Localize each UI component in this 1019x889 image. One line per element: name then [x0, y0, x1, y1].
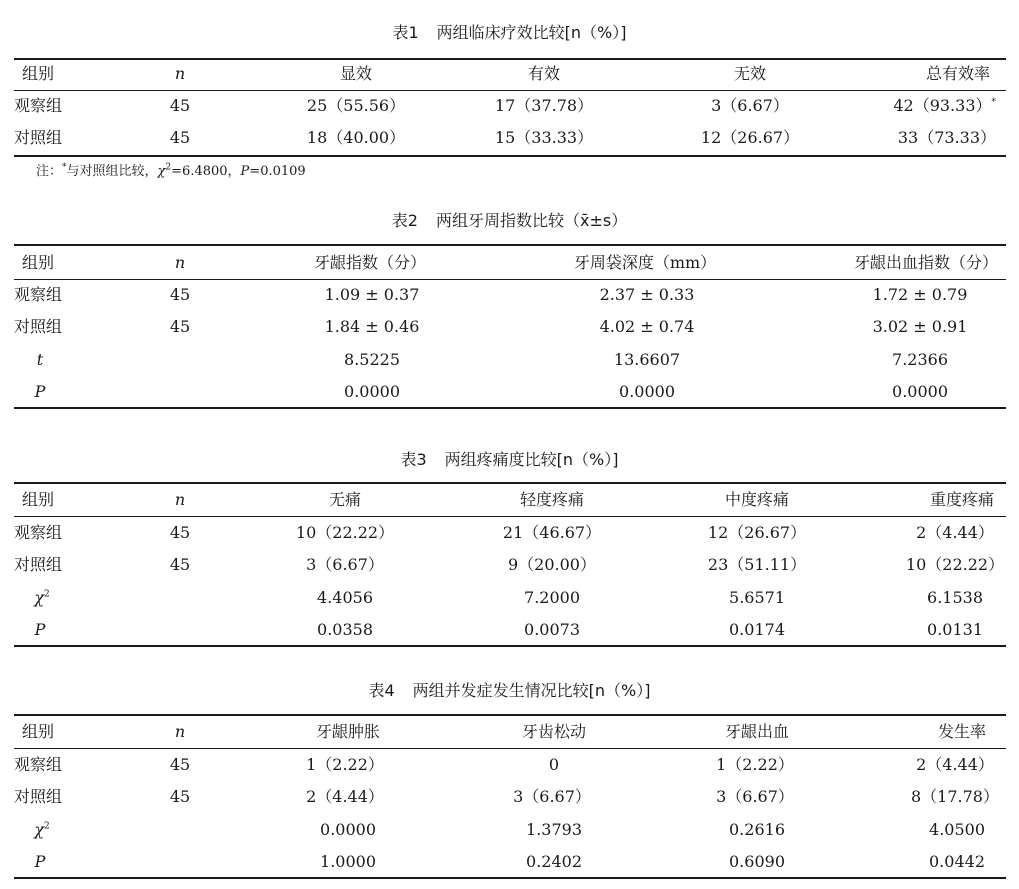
t1-r1-n: 45	[169, 96, 191, 115]
t4-p-label: P	[34, 852, 46, 871]
t3-header-moderate-pain: 中度疼痛	[724, 490, 790, 509]
t4-r2-gingival-swelling: 2（4.44）	[306, 787, 384, 806]
table4-bottom-rule	[14, 877, 1006, 879]
t1-r2-total-rate: 33（73.33）	[897, 128, 996, 147]
t2-p-label: P	[34, 382, 46, 401]
t2-r2-bleeding-index: 3.02 ± 0.91	[872, 317, 968, 336]
t2-r1-bleeding-index: 1.72 ± 0.79	[872, 285, 968, 304]
t2-p-pocket-depth: 0.0000	[619, 382, 675, 401]
t4-header-gingival-bleeding: 牙龈出血	[724, 722, 790, 741]
table3-bottom-rule	[14, 645, 1006, 647]
table1-footnote: 注：*与对照组比较，$\chi^2=6.4800$，P=0.0109	[36, 162, 306, 179]
t4-p-gingival-bleeding: 0.6090	[729, 852, 785, 871]
t3-p-no-pain: 0.0358	[317, 620, 373, 639]
t3-p-mild-pain: 0.0073	[524, 620, 580, 639]
table3-header-rule	[14, 516, 1006, 517]
t4-p-tooth-loosening: 0.2402	[526, 852, 582, 871]
t4-r1-tooth-loosening: 0	[548, 755, 560, 774]
t4-r1-gingival-swelling: 1（2.22）	[306, 755, 384, 774]
t3-header-n: n	[174, 490, 186, 509]
table3-title	[0, 450, 1019, 470]
t4-r1-group: 观察组	[14, 755, 63, 774]
table4-caption: 两组并发症发生情况比较[n（%）]	[412, 681, 651, 700]
t2-header-pocket-depth: 牙周袋深度（mm）	[573, 253, 717, 272]
t4-header-n: n	[174, 722, 186, 741]
t1-r1-group: 观察组	[14, 96, 63, 115]
t2-r1-pocket-depth: 2.37 ± 0.33	[599, 285, 695, 304]
t2-r2-group: 对照组	[14, 317, 63, 336]
t2-r1-group: 观察组	[14, 285, 63, 304]
t2-p-gingival-index: 0.0000	[344, 382, 400, 401]
table1-number: 表1	[392, 23, 419, 42]
t4-chi-gingival-bleeding: 0.2616	[729, 820, 785, 839]
t4-r1-n: 45	[169, 755, 191, 774]
t4-r2-group: 对照组	[14, 787, 63, 806]
t4-header-tooth-loosening: 牙齿松动	[521, 722, 587, 741]
significance-star: *	[991, 97, 996, 108]
t4-chi-label: $\chi^2$	[34, 820, 50, 839]
t1-r2-ineffective: 12（26.67）	[700, 128, 800, 147]
t2-header-bleeding-index: 牙龈出血指数（分）	[853, 253, 998, 272]
t1-header-marked: 显效	[339, 64, 373, 83]
table2-top-rule	[14, 244, 1006, 246]
t3-header-severe-pain: 重度疼痛	[929, 490, 994, 509]
t4-chi-incidence: 4.0500	[929, 820, 985, 839]
t1-r1-marked: 25（55.56）	[306, 96, 406, 115]
t3-header-no-pain: 无痛	[328, 490, 362, 509]
t4-p-incidence: 0.0442	[929, 852, 985, 871]
t2-header-group: 组别	[22, 253, 55, 272]
t1-header-n: n	[174, 64, 186, 83]
t3-r2-severe-pain: 10（22.22）	[905, 555, 1005, 574]
table3-number: 表3	[400, 450, 427, 469]
t3-chi-label: $\chi^2$	[34, 588, 50, 607]
t2-r1-gingival-index: 1.09 ± 0.37	[324, 285, 420, 304]
t1-header-total-rate: 总有效率	[925, 64, 990, 83]
t4-r2-gingival-bleeding: 3（6.67）	[716, 787, 794, 806]
t2-t-label: t	[36, 350, 44, 369]
t1-r2-n: 45	[169, 128, 191, 147]
t3-r2-mild-pain: 9（20.00）	[508, 555, 596, 574]
t3-chi-no-pain: 4.4056	[317, 588, 373, 607]
table3-caption: 两组疼痛度比较[n（%）]	[444, 450, 619, 469]
t2-header-n: n	[174, 253, 186, 272]
table1-caption: 两组临床疗效比较[n（%）]	[436, 23, 627, 42]
t1-r1-total-rate: 42（93.33）*	[893, 96, 996, 115]
t3-r2-group: 对照组	[14, 555, 63, 574]
t3-header-group: 组别	[22, 490, 55, 509]
t2-t-pocket-depth: 13.6607	[613, 350, 681, 369]
t3-r2-n: 45	[169, 555, 191, 574]
t3-r2-no-pain: 3（6.67）	[306, 555, 384, 574]
table1-title	[0, 23, 1019, 43]
t4-r2-incidence: 8（17.78）	[911, 787, 999, 806]
t2-r2-n: 45	[169, 317, 191, 336]
t1-r2-marked: 18（40.00）	[306, 128, 406, 147]
t3-p-label: P	[34, 620, 46, 639]
table1-bottom-rule	[14, 155, 1006, 157]
t3-r1-severe-pain: 2（4.44）	[916, 523, 994, 542]
t1-header-ineffective: 无效	[733, 64, 767, 83]
t4-p-gingival-swelling: 1.0000	[320, 852, 376, 871]
table4-header-rule	[14, 748, 1006, 749]
table1-top-rule	[14, 58, 1006, 60]
t1-header-group: 组别	[22, 64, 55, 83]
t3-r1-moderate-pain: 12（26.67）	[707, 523, 807, 542]
t2-t-gingival-index: 8.5225	[344, 350, 400, 369]
t1-r2-group: 对照组	[14, 128, 63, 147]
table2-caption: 两组牙周指数比较（x̄±s）	[435, 211, 628, 230]
t4-header-gingival-swelling: 牙龈肿胀	[315, 722, 381, 741]
t1-r1-ineffective: 3（6.67）	[711, 96, 789, 115]
t2-r2-pocket-depth: 4.02 ± 0.74	[599, 317, 695, 336]
table2-number: 表2	[391, 211, 418, 230]
t4-r2-n: 45	[169, 787, 191, 806]
t4-chi-tooth-loosening: 1.3793	[526, 820, 582, 839]
table4-number: 表4	[368, 681, 395, 700]
t4-r1-incidence: 2（4.44）	[916, 755, 994, 774]
t1-header-effective: 有效	[527, 64, 561, 83]
t3-r1-mild-pain: 21（46.67）	[502, 523, 602, 542]
t3-p-severe-pain: 0.0131	[927, 620, 983, 639]
t2-header-gingival-index: 牙龈指数（分）	[313, 253, 427, 272]
table4-title	[0, 681, 1019, 701]
t3-r1-n: 45	[169, 523, 191, 542]
table3-top-rule	[14, 482, 1006, 484]
table1-header-rule	[14, 90, 1006, 91]
t3-chi-mild-pain: 7.2000	[524, 588, 580, 607]
t4-r2-tooth-loosening: 3（6.67）	[513, 787, 591, 806]
t2-r1-n: 45	[169, 285, 191, 304]
table2-header-rule	[14, 279, 1006, 280]
t2-r2-gingival-index: 1.84 ± 0.46	[324, 317, 420, 336]
table2-bottom-rule	[14, 407, 1006, 409]
t3-chi-severe-pain: 6.1538	[927, 588, 983, 607]
t1-r1-effective: 17（37.78）	[494, 96, 594, 115]
table2-title	[0, 211, 1019, 231]
t3-r1-no-pain: 10（22.22）	[295, 523, 395, 542]
t3-r1-group: 观察组	[14, 523, 63, 542]
t4-header-group: 组别	[22, 722, 55, 741]
t4-header-incidence: 发生率	[937, 722, 986, 741]
t3-header-mild-pain: 轻度疼痛	[519, 490, 585, 509]
t4-r1-gingival-bleeding: 1（2.22）	[716, 755, 794, 774]
t2-t-bleeding-index: 7.2366	[892, 350, 948, 369]
t3-p-moderate-pain: 0.0174	[729, 620, 785, 639]
t4-chi-gingival-swelling: 0.0000	[320, 820, 376, 839]
t1-r2-effective: 15（33.33）	[494, 128, 594, 147]
t2-p-bleeding-index: 0.0000	[892, 382, 948, 401]
t3-r2-moderate-pain: 23（51.11）	[707, 555, 807, 574]
table4-top-rule	[14, 714, 1006, 716]
t3-chi-moderate-pain: 5.6571	[729, 588, 785, 607]
